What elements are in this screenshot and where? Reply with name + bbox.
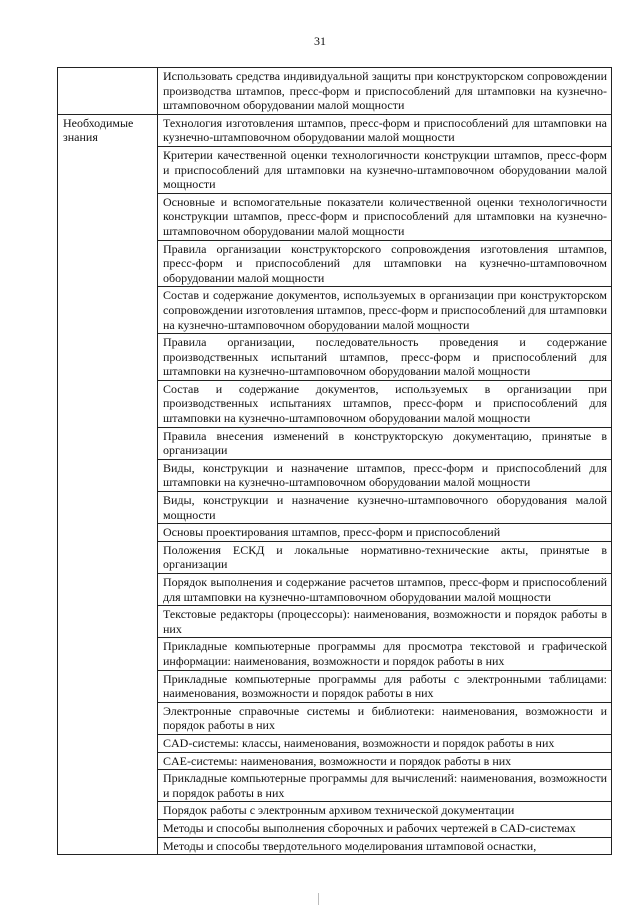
knowledge-item: CAE-системы: наименования, возможности и порядок работы в них bbox=[158, 752, 612, 770]
section-label: Необходимые знания bbox=[58, 114, 158, 854]
skill-text: Использовать средства индивидуальной защиты при конструкторском сопровождении производства штампов, пресс-форм и приспособлений для штамповки на кузнечно-штамповочном оборудовании малой мощности bbox=[158, 68, 612, 115]
knowledge-item: Критерии качественной оценки технологичности конструкции штампов, пресс-форм и приспособлений для штамповки на кузнечно-штамповочном оборудовании малой мощности bbox=[158, 146, 612, 193]
knowledge-item: Методы и способы твердотельного моделирования штамповой оснастки, bbox=[158, 837, 612, 855]
knowledge-item: Состав и содержание документов, используемых в организации при конструкторском сопровождении изготовления штампов, пресс-форм и приспособлений для штамповки на кузнечно-штамповочном оборудовании малой мощности bbox=[158, 287, 612, 334]
knowledge-item: Состав и содержание документов, используемых в организации при производственных испытаниях штампов, пресс-форм и приспособлений для штамповки на кузнечно-штамповочном оборудовании малой мощности bbox=[158, 380, 612, 427]
knowledge-item: Прикладные компьютерные программы для работы с электронными таблицами: наименования, возможности и порядок работы в них bbox=[158, 670, 612, 702]
knowledge-item: Текстовые редакторы (процессоры): наименования, возможности и порядок работы в них bbox=[158, 606, 612, 638]
table-row bbox=[58, 114, 612, 146]
table-row bbox=[58, 68, 612, 115]
knowledge-item: Прикладные компьютерные программы для вычислений: наименования, возможности и порядок работы в них bbox=[158, 770, 612, 802]
knowledge-item: Основные и вспомогательные показатели количественной оценки технологичности конструкции штампов, пресс-форм и приспособлений для штамповки на кузнечно-штамповочном оборудовании малой мощности bbox=[158, 193, 612, 240]
knowledge-item: Технология изготовления штампов, пресс-форм и приспособлений для штамповки на кузнечно-штамповочном оборудовании малой мощности bbox=[158, 114, 612, 146]
knowledge-item: Прикладные компьютерные программы для просмотра текстовой и графической информации: наименования, возможности и порядок работы в них bbox=[158, 638, 612, 670]
knowledge-item: CAD-системы: классы, наименования, возможности и порядок работы в них bbox=[158, 734, 612, 752]
knowledge-item: Правила внесения изменений в конструкторскую документацию, принятые в организации bbox=[158, 427, 612, 459]
knowledge-item: Порядок работы с электронным архивом технической документации bbox=[158, 802, 612, 820]
knowledge-item: Правила организации конструкторского сопровождения изготовления штампов, пресс-форм и приспособлений для штамповки на кузнечно-штамповочном оборудовании малой мощности bbox=[158, 240, 612, 287]
knowledge-item: Методы и способы выполнения сборочных и рабочих чертежей в CAD-системах bbox=[158, 819, 612, 837]
knowledge-item: Основы проектирования штампов, пресс-форм и приспособлений bbox=[158, 524, 612, 542]
empty-label-cell bbox=[58, 68, 158, 115]
requirements-table bbox=[57, 67, 612, 855]
knowledge-item: Правила организации, последовательность проведения и содержание производственных испытаний штампов, пресс-форм и приспособлений для штамповки на кузнечно-штамповочном оборудовании малой мощности bbox=[158, 334, 612, 381]
scan-mark bbox=[318, 893, 319, 905]
knowledge-item: Порядок выполнения и содержание расчетов штампов, пресс-форм и приспособлений для штамповки на кузнечно-штамповочном оборудовании малой мощности bbox=[158, 574, 612, 606]
knowledge-item: Положения ЕСКД и локальные нормативно-технические акты, принятые в организации bbox=[158, 541, 612, 573]
page-number: 31 bbox=[314, 34, 326, 48]
knowledge-item: Виды, конструкции и назначение кузнечно-штамповочного оборудования малой мощности bbox=[158, 492, 612, 524]
requirements-table-body bbox=[58, 68, 612, 855]
knowledge-item: Виды, конструкции и назначение штампов, пресс-форм и приспособлений для штамповки на кузнечно-штамповочном оборудовании малой мощности bbox=[158, 459, 612, 491]
knowledge-item: Электронные справочные системы и библиотеки: наименования, возможности и порядок работы в них bbox=[158, 702, 612, 734]
